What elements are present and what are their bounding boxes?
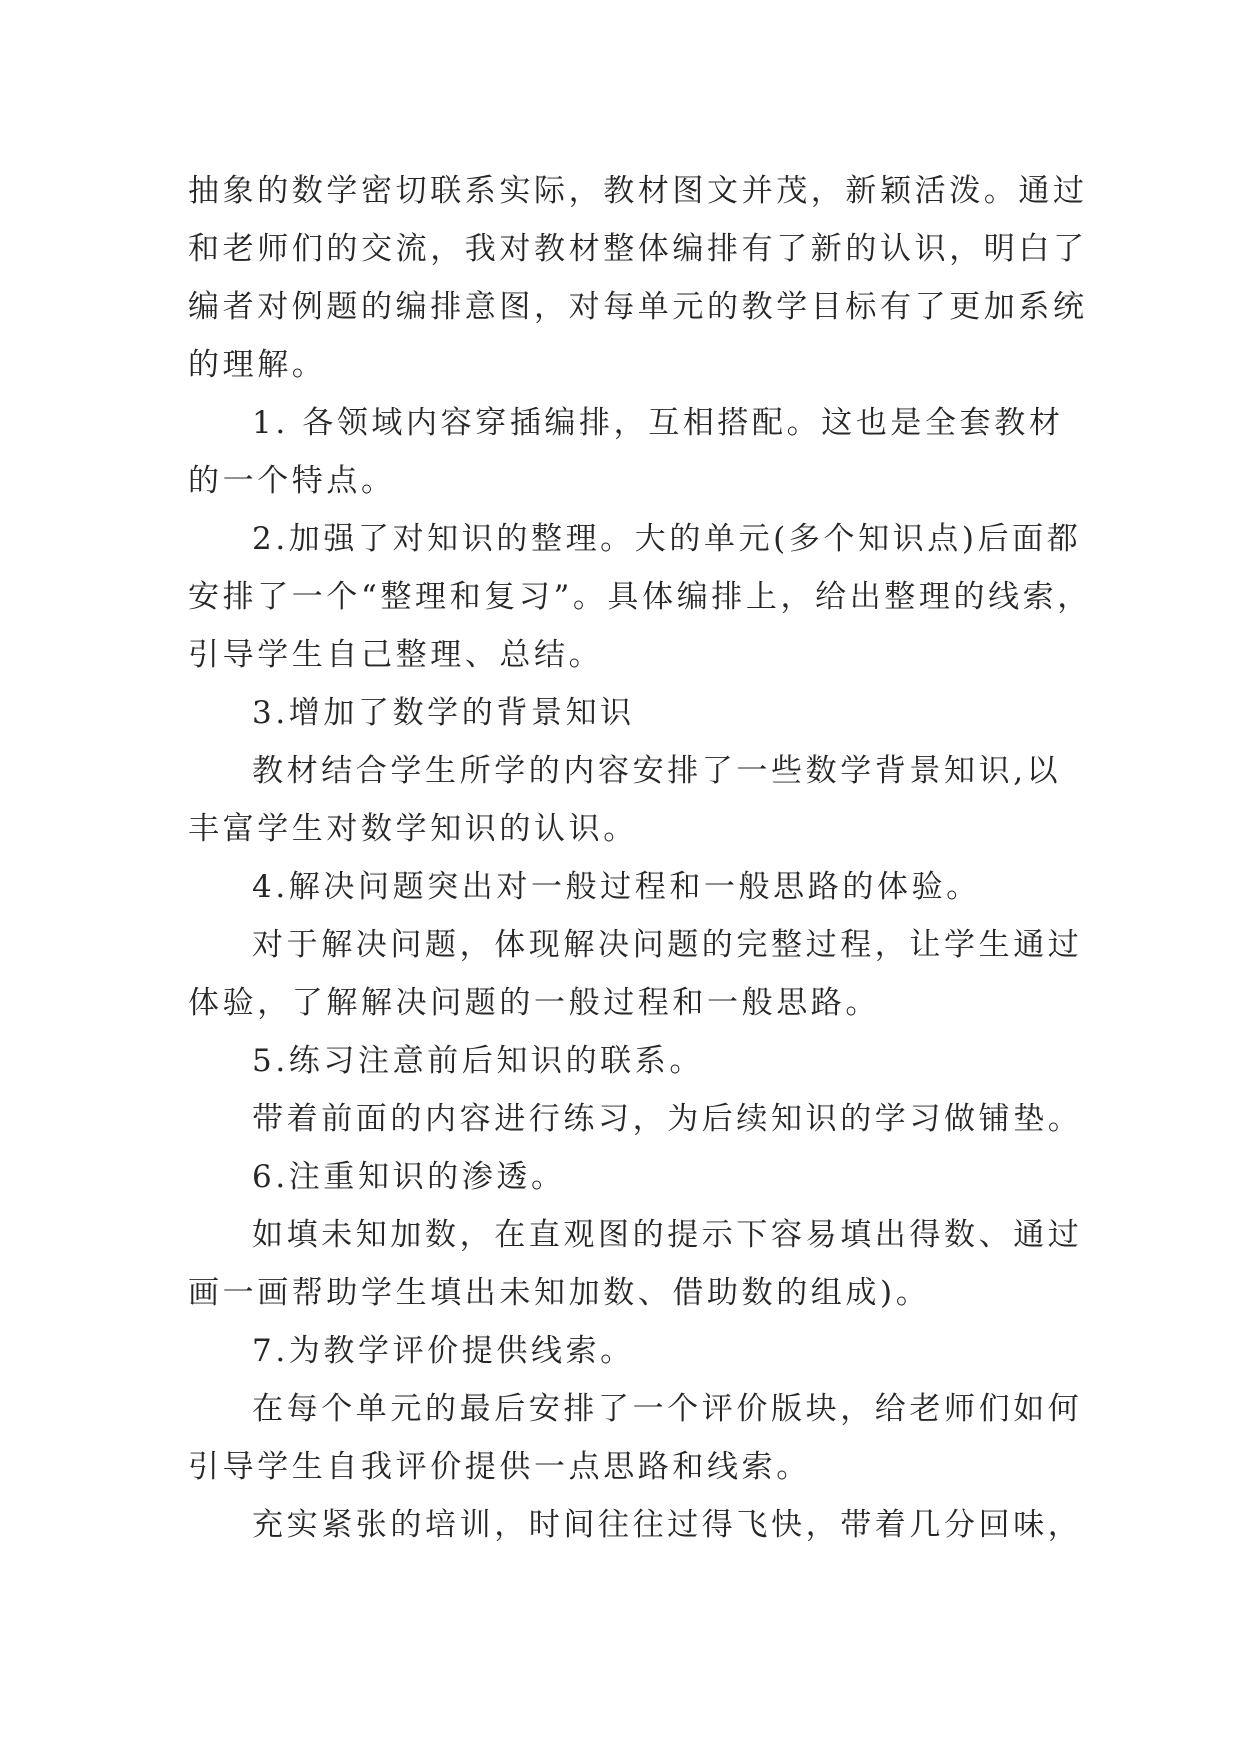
paragraph-line: 丰富学生对数学知识的认识。 [188,811,638,847]
paragraph-line: 抽象的数学密切联系实际，教材图文并茂，新颖活泼。通过 [188,173,1088,209]
paragraph-line: 如填未知加数，在直观图的提示下容易填出得数、通过 [252,1217,1083,1253]
paragraph-line: 引导学生自己整理、总结。 [188,637,604,673]
list-item-4-heading: 4.解决问题突出对一般过程和一般思路的体验。 [252,869,981,905]
paragraph-line: 在每个单元的最后安排了一个评价版块，给老师们如何 [252,1391,1083,1427]
paragraph-line: 编者对例题的编排意图，对每单元的教学目标有了更加系统 [188,289,1088,325]
list-item-1-heading: 1. 各领域内容穿插编排，互相搭配。这也是全套教材 [252,405,1064,441]
list-item-5-heading: 5.练习注意前后知识的联系。 [252,1043,704,1079]
list-item-7-heading: 7.为教学评价提供线索。 [252,1333,635,1369]
paragraph-line: 安排了一个“整理和复习”。具体编排上，给出整理的线索， [188,579,1092,615]
list-item-6-heading: 6.注重知识的渗透。 [252,1159,566,1195]
paragraph-line: 的一个特点。 [188,463,396,499]
paragraph-line: 对于解决问题，体现解决问题的完整过程，让学生通过 [252,927,1083,963]
document-body [188,162,1092,1554]
paragraph-line: 充实紧张的培训，时间往往过得飞快，带着几分回味， [252,1507,1083,1543]
paragraph-line: 引导学生自我评价提供一点思路和线索。 [188,1449,811,1485]
paragraph-line: 体验，了解解决问题的一般过程和一般思路。 [188,985,880,1021]
paragraph-line: 带着前面的内容进行练习，为后续知识的学习做铺垫。 [252,1101,1083,1137]
paragraph-line: 教材结合学生所学的内容安排了一些数学背景知识,以 [252,753,1062,789]
paragraph-line: 的理解。 [188,347,327,383]
paragraph-line: 和老师们的交流，我对教材整体编排有了新的认识，明白了 [188,231,1088,267]
list-item-2-heading: 2.加强了对知识的整理。大的单元(多个知识点)后面都 [252,521,1082,557]
paragraph-line: 画一画帮助学生填出未知加数、借助数的组成)。 [188,1275,931,1311]
list-item-3-heading: 3.增加了数学的背景知识 [252,695,635,731]
